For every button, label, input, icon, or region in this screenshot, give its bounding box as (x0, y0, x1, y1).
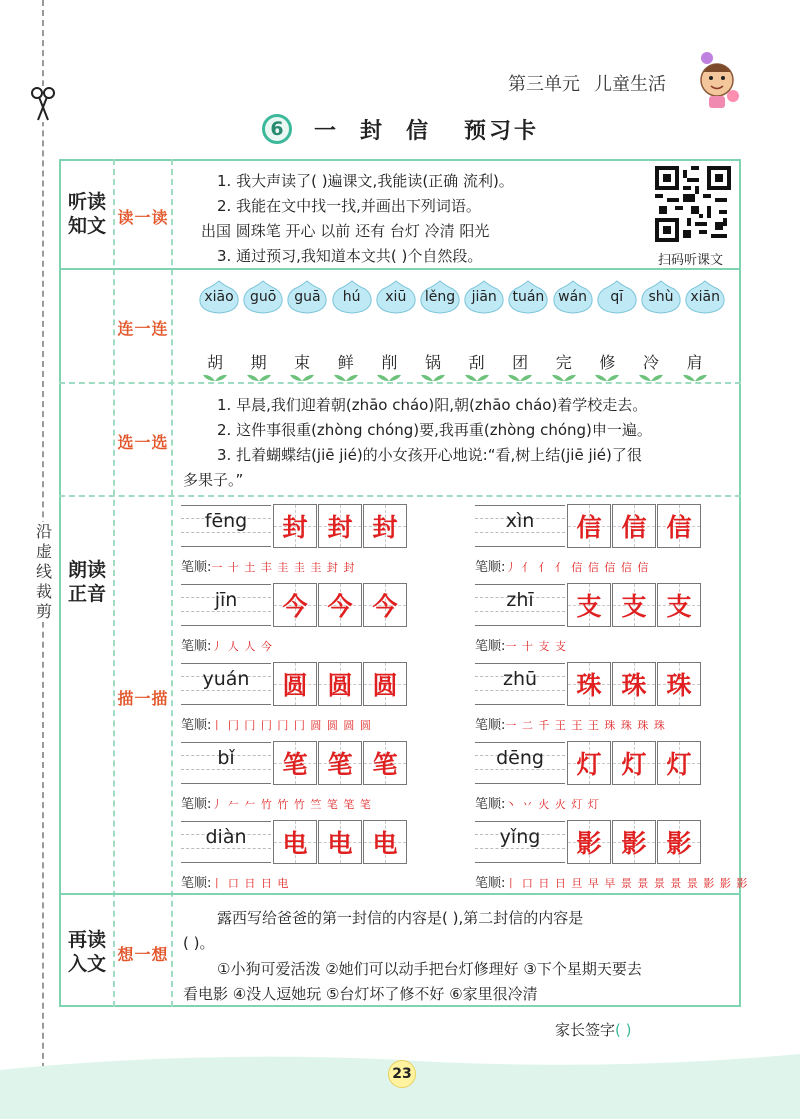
stroke-order (181, 714, 372, 733)
writing-grid-cell[interactable] (657, 820, 701, 864)
pinyin-text: shù (648, 289, 674, 305)
hanzi-char[interactable]: 鲜 (337, 353, 354, 372)
pinyin-text: lěng (424, 289, 456, 305)
pinyin-drop[interactable] (419, 280, 461, 314)
writing-grid-cell[interactable] (318, 504, 362, 548)
stroke-order-label: 笔顺: (475, 639, 506, 654)
mascot-illustration (693, 50, 745, 110)
leaf-icon (244, 367, 274, 377)
writing-grid-cell[interactable] (657, 504, 701, 548)
choose-question-3-cont: 多果子。” (183, 471, 244, 489)
hanzi-char[interactable]: 锅 (424, 353, 441, 372)
leaf-icon (462, 367, 492, 377)
pinyin-box (181, 505, 271, 547)
writing-grid-cell[interactable] (318, 583, 362, 627)
stroke-sequence: 丿 人 人 今 (211, 640, 273, 653)
writing-grid-cell[interactable] (567, 820, 611, 864)
pinyin-drop[interactable] (375, 280, 417, 314)
writing-grid-cell[interactable] (567, 741, 611, 785)
trace-char: 支 (621, 592, 647, 621)
section-divider (59, 893, 741, 895)
trace-char: 电 (372, 829, 398, 858)
stroke-order (475, 714, 666, 733)
section-label-line: 再读 (67, 929, 106, 951)
pinyin-drop[interactable] (684, 280, 726, 314)
stroke-sequence: 一 二 千 王 王 王 珠 珠 珠 珠 (505, 719, 666, 732)
hanzi-char[interactable]: 胡 (206, 353, 223, 372)
trace-char: 封 (372, 513, 398, 542)
stroke-sequence: 丨 冂 冂 冂 冂 冂 圆 圆 圆 圆 (211, 719, 372, 732)
trace-char: 珠 (576, 671, 602, 700)
stroke-order (475, 793, 600, 812)
stroke-order-label: 笔顺: (475, 797, 506, 812)
trace-char: 今 (282, 592, 308, 621)
lesson-heading (262, 113, 539, 145)
pinyin-text: guā (294, 289, 321, 305)
read-question-3: 3. 通过预习,我知道本文共( )个自然段。 (217, 247, 483, 265)
writing-grid-cell[interactable] (612, 504, 656, 548)
signature-blank[interactable]: ( ) (615, 1021, 632, 1039)
activity-label-think: 想一想 (117, 945, 169, 964)
leaf-icon (374, 367, 404, 377)
stroke-order (181, 635, 273, 654)
section-label-pronounce (62, 558, 112, 606)
parent-signature[interactable] (555, 1019, 632, 1040)
stroke-sequence: 一 十 支 支 (505, 640, 567, 653)
trace-char: 支 (576, 592, 602, 621)
stroke-sequence: 丨 口 日 日 旦 早 早 景 景 景 景 景 影 影 影 (505, 877, 749, 890)
leaf-icon (505, 367, 535, 377)
writing-grid-cell[interactable] (657, 662, 701, 706)
choose-question-2: 2. 这件事很重(zhòng chóng)要,我再重(zhòng chóng)申一遍。 (217, 421, 652, 439)
activity-label-read: 读一读 (117, 208, 169, 227)
pinyin-text: tuán (512, 289, 545, 305)
pinyin-box (181, 584, 271, 626)
pinyin-drop[interactable] (242, 280, 284, 314)
column-divider (113, 159, 115, 1007)
trace-char: 灯 (666, 750, 692, 779)
unit-header (508, 70, 666, 96)
hanzi-char[interactable]: 团 (512, 353, 529, 372)
lesson-number: 6 (262, 114, 292, 144)
pinyin-text: dēng (496, 747, 544, 769)
trace-char: 信 (621, 513, 647, 542)
pinyin-text: yǐng (499, 826, 541, 848)
leaf-icon (680, 367, 710, 377)
writing-grid-cell[interactable] (363, 662, 407, 706)
trace-char: 影 (621, 829, 647, 858)
stroke-order (475, 556, 649, 575)
qr-code[interactable] (655, 166, 731, 242)
stroke-order (181, 872, 289, 891)
writing-grid-cell[interactable] (273, 583, 317, 627)
stroke-sequence: 丨 口 日 日 电 (211, 877, 290, 890)
trace-char: 灯 (576, 750, 602, 779)
pinyin-box (475, 505, 565, 547)
trace-char: 封 (327, 513, 353, 542)
pinyin-text: zhī (506, 589, 534, 611)
read-question-2: 2. 我能在文中找一找,并画出下列词语。 (217, 197, 481, 215)
pinyin-box (181, 821, 271, 863)
writing-grid-cell[interactable] (612, 662, 656, 706)
stroke-order-label: 笔顺: (475, 718, 506, 733)
pinyin-drop[interactable] (552, 280, 594, 314)
stroke-sequence: 一 十 土 丰 圭 圭 圭 封 封 (211, 561, 356, 574)
pinyin-drop[interactable] (463, 280, 505, 314)
unit-theme: 儿童生活 (594, 74, 666, 95)
trace-char: 今 (372, 592, 398, 621)
hanzi-char[interactable]: 肩 (686, 353, 703, 372)
stroke-order-label: 笔顺: (181, 797, 212, 812)
trace-char: 支 (666, 592, 692, 621)
word-list: 出国 圆珠笔 开心 以前 还有 台灯 冷清 阳光 (201, 222, 490, 240)
section-label-line: 正音 (67, 583, 106, 605)
stroke-order-label: 笔顺: (475, 876, 506, 891)
pinyin-text: xiān (690, 289, 720, 305)
pinyin-drop[interactable] (198, 280, 240, 314)
hanzi-char[interactable]: 完 (555, 353, 572, 372)
writing-grid-cell[interactable] (657, 583, 701, 627)
leaf-icon (549, 367, 579, 377)
section-label-listen (62, 190, 112, 238)
writing-grid-cell[interactable] (273, 741, 317, 785)
stroke-sequence: 丶 丷 火 火 灯 灯 (505, 798, 600, 811)
trace-char: 信 (666, 513, 692, 542)
section-divider (59, 268, 741, 270)
trace-char: 信 (576, 513, 602, 542)
read-question-1: 1. 我大声读了( )遍课文,我能读(正确 流利)。 (217, 172, 514, 190)
writing-grid-cell[interactable] (273, 504, 317, 548)
hanzi-char[interactable]: 冷 (642, 353, 659, 372)
qr-caption: 扫码听课文 (658, 253, 724, 268)
trace-char: 电 (282, 829, 308, 858)
stroke-order (181, 793, 372, 812)
think-options-line-2: 看电影 ④没人逗她玩 ⑤台灯坏了修不好 ⑥家里很冷清 (183, 985, 538, 1003)
pinyin-text: jīn (214, 589, 238, 611)
pinyin-text: hú (342, 289, 361, 305)
hanzi-char[interactable]: 束 (294, 353, 311, 372)
leaf-icon (200, 367, 230, 377)
pinyin-box (475, 742, 565, 784)
stroke-order-label: 笔顺: (181, 876, 212, 891)
writing-grid-cell[interactable] (567, 504, 611, 548)
section-label-line: 入文 (67, 953, 106, 975)
leaf-icon (592, 367, 622, 377)
pinyin-text: yuán (202, 668, 250, 690)
writing-grid-cell[interactable] (567, 583, 611, 627)
pinyin-text: qī (610, 289, 624, 305)
column-divider (171, 159, 173, 1007)
activity-label-connect: 连一连 (117, 319, 169, 338)
leaf-icon (331, 367, 361, 377)
pinyin-text: bǐ (217, 747, 235, 769)
think-question-line-2: ( )。 (183, 934, 215, 952)
stroke-order (475, 635, 567, 654)
stroke-order-label: 笔顺: (181, 560, 212, 575)
trace-char: 珠 (666, 671, 692, 700)
pinyin-text: fēng (204, 510, 248, 532)
page-number: 23 (388, 1060, 416, 1088)
pinyin-text: xiāo (204, 289, 234, 305)
stroke-order-label: 笔顺: (475, 560, 506, 575)
writing-grid-cell[interactable] (318, 741, 362, 785)
pinyin-drop[interactable] (331, 280, 373, 314)
trace-char: 影 (666, 829, 692, 858)
unit-number: 第三单元 (508, 74, 580, 95)
writing-grid-cell[interactable] (273, 662, 317, 706)
pinyin-drop[interactable] (507, 280, 549, 314)
writing-grid-cell[interactable] (657, 741, 701, 785)
writing-grid-cell[interactable] (612, 820, 656, 864)
row-divider (59, 382, 741, 384)
pinyin-text: wán (558, 289, 588, 305)
trace-char: 灯 (621, 750, 647, 779)
lesson-card-label: 预习卡 (464, 118, 540, 144)
trace-char: 圆 (372, 671, 398, 700)
activity-label-trace: 描一描 (117, 689, 169, 708)
section-label-reread (62, 928, 112, 976)
trace-char: 影 (576, 829, 602, 858)
pinyin-box (181, 742, 271, 784)
pinyin-box (475, 584, 565, 626)
writing-grid-cell[interactable] (318, 662, 362, 706)
think-question-line-1: 露西写给爸爸的第一封信的内容是( ),第二封信的内容是 (217, 909, 584, 927)
writing-grid-cell[interactable] (612, 741, 656, 785)
section-label-line: 知文 (67, 215, 106, 237)
writing-grid-cell[interactable] (363, 741, 407, 785)
pinyin-drop[interactable] (640, 280, 682, 314)
trace-char: 圆 (282, 671, 308, 700)
row-divider (59, 495, 741, 497)
pinyin-text: zhū (502, 668, 538, 690)
trace-char: 圆 (327, 671, 353, 700)
activity-label-choose: 选一选 (117, 433, 169, 452)
writing-grid-cell[interactable] (612, 583, 656, 627)
stroke-sequence: 丿 𠂉 𠂉 竹 竹 竹 竺 笔 笔 笔 (211, 798, 372, 811)
leaf-icon (636, 367, 666, 377)
stroke-order-label: 笔顺: (181, 718, 212, 733)
writing-grid-cell[interactable] (363, 504, 407, 548)
hanzi-char[interactable]: 修 (599, 353, 616, 372)
trace-char: 笔 (282, 750, 308, 779)
writing-grid-cell[interactable] (567, 662, 611, 706)
leaf-icon (287, 367, 317, 377)
lesson-title: 一封信 (314, 118, 453, 144)
pinyin-text: diàn (205, 826, 247, 848)
pinyin-text: jiān (471, 289, 497, 305)
stroke-sequence: 丿 亻 亻 亻 信 信 信 信 信 (505, 561, 650, 574)
cut-instruction: 沿虚线裁剪 (33, 522, 55, 622)
writing-grid-cell[interactable] (363, 583, 407, 627)
pinyin-box (475, 821, 565, 863)
leaf-icon (418, 367, 448, 377)
parent-signature-label: 家长签字 (555, 1021, 616, 1039)
trace-char: 封 (282, 513, 308, 542)
stroke-order (475, 872, 748, 891)
trace-char: 珠 (621, 671, 647, 700)
pinyin-drop[interactable] (596, 280, 638, 314)
stroke-order-label: 笔顺: (181, 639, 212, 654)
think-options-line-1: ①小狗可爱活泼 ②她们可以动手把台灯修理好 ③下个星期天要去 (217, 960, 642, 978)
pinyin-box (475, 663, 565, 705)
trace-char: 笔 (327, 750, 353, 779)
choose-question-3: 3. 扎着蝴蝶结(jiē jié)的小女孩开心地说:“看,树上结(jiē jié)了很 (217, 446, 642, 464)
writing-grid-cell[interactable] (363, 820, 407, 864)
writing-grid-cell[interactable] (318, 820, 362, 864)
trace-char: 今 (327, 592, 353, 621)
hanzi-char[interactable]: 刮 (468, 353, 485, 372)
pinyin-text: xiū (385, 289, 407, 305)
stroke-order (181, 556, 355, 575)
pinyin-text: xìn (505, 510, 535, 532)
trace-char: 电 (327, 829, 353, 858)
hanzi-char[interactable]: 削 (381, 353, 398, 372)
writing-grid-cell[interactable] (273, 820, 317, 864)
pinyin-box (181, 663, 271, 705)
hanzi-char[interactable]: 期 (250, 353, 267, 372)
pinyin-drop[interactable] (286, 280, 328, 314)
trace-char: 笔 (372, 750, 398, 779)
choose-question-1: 1. 早晨,我们迎着朝(zhāo cháo)阳,朝(zhāo cháo)着学校走去。 (217, 396, 648, 414)
section-label-line: 朗读 (67, 559, 106, 581)
scissors-icon (30, 86, 56, 122)
section-label-line: 听读 (67, 191, 106, 213)
pinyin-text: guō (250, 289, 277, 305)
